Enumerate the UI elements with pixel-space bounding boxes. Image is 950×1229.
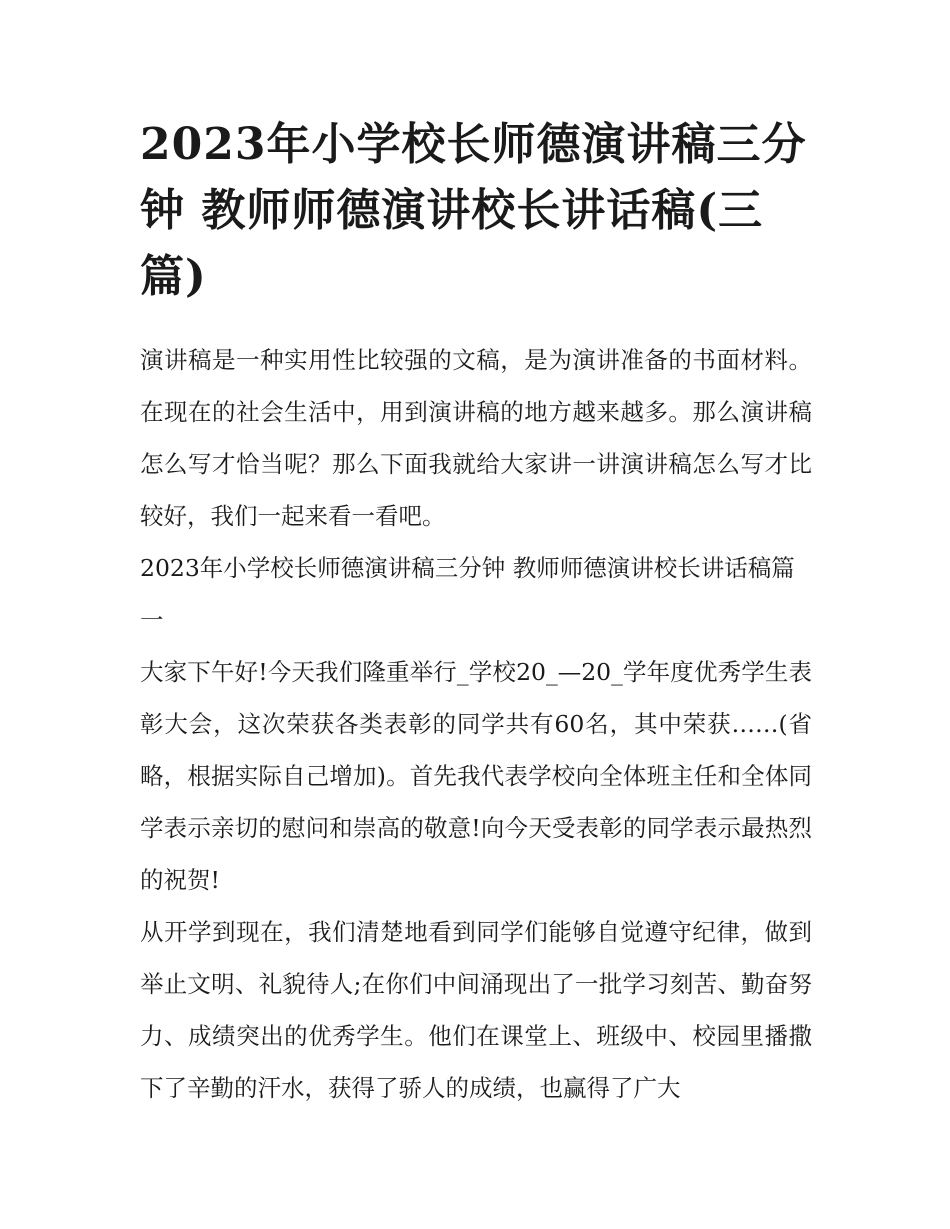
- body-paragraph-2: 从开学到现在，我们清楚地看到同学们能够自觉遵守纪律，做到举止文明、礼貌待人;在你们中间涌现出了一批学习刻苦、勤奋努力、成绩突出的优秀学生。他们在课堂上、班级中、校园里播撒下了辛勤的汗水，获得了骄人的成绩，也赢得了广大: [140, 918, 812, 1102]
- document-page: [140, 112, 812, 1114]
- body-paragraph-1: 大家下午好!今天我们隆重举行_学校20_—20_学年度优秀学生表彰大会，这次荣获各类表彰的同学共有60名，其中荣获……(省略，根据实际自己增加)。首先我代表学校向全体班主任和全体同学表示亲切的慰问和崇高的敬意!向今天受表彰的同学表示最热烈的祝贺!: [140, 658, 812, 894]
- intro-paragraph: 演讲稿是一种实用性比较强的文稿，是为演讲准备的书面材料。在现在的社会生活中，用到演讲稿的地方越来越多。那么演讲稿怎么写才恰当呢？那么下面我就给大家讲一讲演讲稿怎么写才比较好，我们一起来看一看吧。: [140, 346, 812, 530]
- document-title: 2023年小学校长师德演讲稿三分钟 教师师德演讲校长讲话稿(三篇): [140, 119, 807, 302]
- article-heading: 2023年小学校长师德演讲稿三分钟 教师师德演讲校长讲话稿篇一: [140, 554, 795, 634]
